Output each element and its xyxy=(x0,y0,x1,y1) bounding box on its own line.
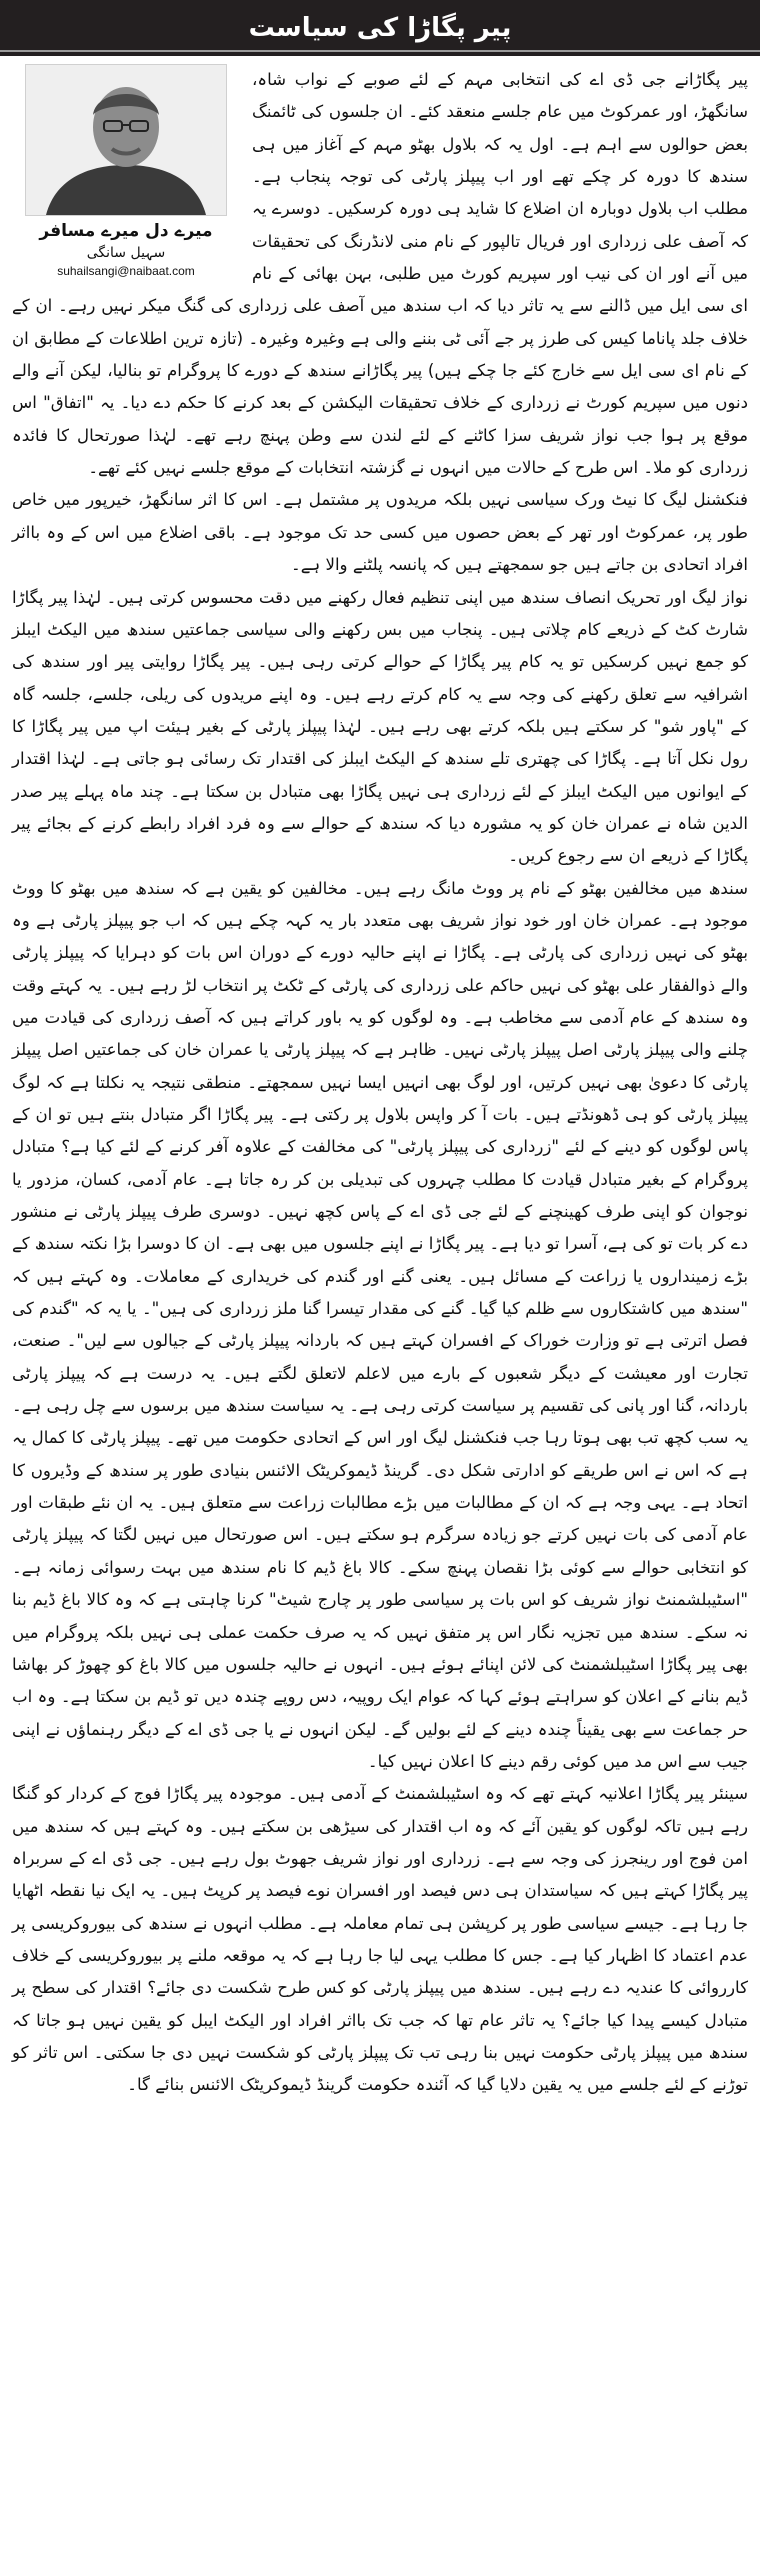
byline-box xyxy=(12,64,240,276)
paragraph: نواز لیگ اور تحریک انصاف سندھ میں اپنی تنظیم فعال رکھنے میں دقت محسوس کرتی ہیں۔ لہٰذا پیر پگاڑا شارٹ کٹ کے ذریعے کام چلاتی ہیں۔ پنجاب میں بس رکھنے والی سیاسی جماعتیں سندھ میں الیکٹ ایبلز کو جمع نہیں کرسکیں تو یہ کام پیر پگاڑا کے حوالے کرتی رہی ہیں۔ پیر پگاڑا روایتی پیر اور سندھ کی اشرافیہ سے تعلق رکھنے کی وجہ سے یہ کام کرتے رہے ہیں۔ وہ اپنے مریدوں کی ریلی، جلسے، جلسہ گاہ کے "پاور شو" کر سکتے ہیں بلکہ کرتے بھی رہے ہیں۔ لہٰذا پیپلز پارٹی کے بغیر ہیئت اپ میں پیر پگاڑا کا رول نکل آتا ہے۔ پگاڑا کی چھتری تلے سندھ کے الیکٹ ایبلز کی اقتدار تک رسائی ہو جاتی ہے۔ لہٰذا اقتدار کے ایوانوں میں الیکٹ ایبلز کے لئے زرداری ہی نہیں پگاڑا بھی متبادل بن سکتا ہے۔ چند ماہ پہلے پیر صدر الدین شاہ نے عمران خان کو یہ مشورہ دیا کہ سندھ کے حوالے سے وہ فرد افراد رابطے کرنے کے بجائے پیر پگاڑا کے ذریعے ان سے رجوع کریں۔ xyxy=(12,587,748,866)
author-portrait-illustration xyxy=(26,65,226,215)
author-photo xyxy=(25,64,227,216)
column-name: میرے دل میرے مسافر xyxy=(39,221,213,241)
paragraph: پیر پگاڑانے جی ڈی اے کی انتخابی مہم کے لئے صوبے کے نواب شاہ، سانگھڑ، اور عمرکوٹ میں عام جلسے منعقد کئے۔ ان جلسوں کی ٹائمنگ بعض حوالوں سے اہم ہے۔ اول یہ کہ بلاول بھٹو مہم کے آغاز میں ہی سندھ کا دورہ کر چکے تھے اور اب پیپلز پارٹی کی توجہ پنجاب ہے۔ مطلب اب بلاول دوبارہ ان اضلاع کا شاید ہی دورہ کرسکیں۔ دوسرے یہ کہ آصف علی زرداری اور فریال تالپور کے نام منی لانڈرنگ کی تحقیقات میں آنے اور ان کی نیب اور سپریم کورٹ میں طلبی، بہن بھائی کے نام ای سی ایل میں ڈالنے سے یہ تاثر دیا کہ اب سندھ میں آصف علی زرداری کی گنگ میکر نہیں رہے۔ ان کے خلاف جلد پاناما کیس کی طرز پر جے آئی ٹی بننے والی ہے وغیرہ وغیرہ۔ (تازہ ترین اطلاعات کے مطابق ان کے نام ای سی ایل سے خارج کئے جا چکے ہیں) پیر پگاڑانے سندھ کے دورے کا پروگرام تو بنالیا، لیکن آنے والے دنوں میں سپریم کورٹ نے زرداری کے خلاف تحقیقات الیکشن کے بعد کرنے کا حکم دے دیا۔ یہ "اتفاق" اس موقع پر ہوا جب نواز شریف سزا کاٹنے کے لئے لندن سے وطن پہنچ رہے تھے۔ لہٰذا صورتحال کا فائدہ زرداری کو ملا۔ اس طرح کے حالات میں انہوں نے گزشتہ انتخابات کے موقع جلسے نہیں کئے تھے۔ xyxy=(12,70,748,478)
paragraph: فنکشنل لیگ کا نیٹ ورک سیاسی نہیں بلکہ مریدوں پر مشتمل ہے۔ اس کا اثر سانگھڑ، خیرپور میں خاص طور پر، عمرکوٹ اور تھر کے بعض حصوں میں کسی حد تک موجود ہے۔ باقی اضلاع میں اس کے وہ بااثر افراد اتحادی بن جاتے ہیں جو سمجھتے ہیں کہ پانسہ پلٹنے والا ہے۔ xyxy=(12,490,748,575)
paragraph: سینئر پیر پگاڑا اعلانیہ کہتے تھے کہ وہ اسٹیبلشمنٹ کے آدمی ہیں۔ موجودہ پیر پگاڑا فوج کے کردار کو گنگا رہے ہیں تاکہ لوگوں کو یقین آئے کہ وہ اب اقتدار کی سیڑھی بن سکتے ہیں۔ وہ کہتے ہیں کہ سندھ میں امن فوج اور رینجرز کی وجہ سے ہے۔ زرداری اور نواز شریف جھوٹ بول رہے ہیں۔ جی ڈی اے کے سربراہ پیر پگاڑا کہتے ہیں کہ سیاستدان ہی دس فیصد اور افسران نوے فیصد پر کرپٹ ہیں۔ یہ ایک نیا نقطہ اٹھایا جا رہا ہے۔ جیسے سیاسی طور پر کرپشن ہی تمام معاملہ ہے۔ مطلب انہوں نے سندھ کی بیوروکریسی پر عدم اعتماد کا اظہار کیا ہے۔ جس کا مطلب یہی لیا جا رہا ہے کہ یہ موقعہ ملنے پر بیوروکریسی کے خلاف کارروائی کا عندیہ دے رہے ہیں۔ سندھ میں پیپلز پارٹی کو کس طرح شکست دی جائے؟ اقتدار کی سطح پر متبادل کیسے پیدا کیا جائے؟ یہ تاثر عام تھا کہ جب تک بااثر افراد اور الیکٹ ایبل کو یقین نہیں ہو جاتا کہ سندھ میں پیپلز پارٹی حکومت نہیں بنا رہی تب تک پیپلز پارٹی کو شکست نہیں دی جا سکتی۔ اس تاثر کو توڑنے کے لئے جلسے میں یہ یقین دلایا گیا کہ آئندہ حکومت گرینڈ ڈیموکریٹک الائنس بنائے گا۔ xyxy=(12,1784,748,2095)
article-body xyxy=(12,64,748,2544)
author-name: سہیل سانگی xyxy=(86,245,166,261)
title-bar xyxy=(0,0,760,56)
author-email: suhailsangi@naibaat.com xyxy=(57,264,195,278)
title-underline xyxy=(0,50,760,52)
paragraph: سندھ میں مخالفین بھٹو کے نام پر ووٹ مانگ رہے ہیں۔ مخالفین کو یقین ہے کہ سندھ میں بھٹو کا ووٹ موجود ہے۔ عمران خان اور خود نواز شریف بھی متعدد بار یہ کہہ چکے ہیں کہ اب جو پیپلز پارٹی ہے وہ بھٹو کی نہیں زرداری کی پارٹی ہے۔ پگاڑا نے اپنے حالیہ دورے کے دوران اس بات کو دہرایا کہ پیپلز پارٹی والے ذوالفقار علی بھٹو کی نہیں حاکم علی زرداری کی پارٹی کے ٹکٹ پر انتخاب لڑ رہے ہیں۔ یہ کہتے وقت وہ سندھ کے عام آدمی سے مخاطب ہے۔ وہ لوگوں کو یہ باور کراتے ہیں کہ آصف زرداری کی قیادت میں چلنے والی پیپلز پارٹی اصل پیپلز پارٹی نہیں۔ ظاہر ہے کہ پیپلز پارٹی یا عمران خان کی جماعتیں اصل پیپلز پارٹی کا دعویٰ بھی نہیں کرتیں، اور لوگ بھی انہیں ایسا نہیں سمجھتے۔ منطقی نتیجہ یہ نکلتا ہے کہ لوگ پیپلز پارٹی کو ہی ڈھونڈتے ہیں۔ بات آ کر واپس بلاول پر رکتی ہے۔ پیر پگاڑا اگر متبادل بنتے ہیں تو ان کے پاس لوگوں کو دینے کے لئے "زرداری کی پیپلز پارٹی" کی مخالفت کے علاوہ آفر کرنے کے لئے کیا ہے؟ متبادل پروگرام کے بغیر متبادل قیادت کا مطلب چہروں کی تبدیلی بن کر رہ جاتا ہے۔ عام آدمی، کسان، مزدور یا نوجوان کو اپنی طرف کھینچنے کے لئے جی ڈی اے کے پاس کچھ نہیں۔ دوسری طرف پیپلز پارٹی نے منشور دے کر بات تو کی ہے، آسرا تو دیا ہے۔ پیر پگاڑا نے اپنے جلسوں میں بھی ہے۔ ان کا دوسرا بڑا نکتہ سندھ کے بڑے زمینداروں یا زراعت کے مسائل ہیں۔ یعنی گنے اور گندم کی خریداری کے معاملات۔ وہ کہتے ہیں کہ "سندھ میں کاشتکاروں سے ظلم کیا گیا۔ گنے کی مقدار تیسرا گنا ملز زرداری کی ہیں"۔ یا یہ کہ "گندم کی فصل اترتی ہے تو وزارت خوراک کے افسران کہتے ہیں کہ باردانہ پیپلز پارٹی کے جیالوں سے لیں"۔ صنعت، تجارت اور معیشت کے دیگر شعبوں کے بارے میں لاعلم لاتعلق لگتے ہیں۔ یہ درست ہے کہ پیپلز پارٹی باردانہ، گنا اور پانی کی تقسیم پر سیاست کرتی رہی ہے۔ یہ سیاست سندھ میں برسوں سے چل رہی ہے۔ یہ سب کچھ تب بھی ہوتا رہا جب فنکشنل لیگ اور اس کے اتحادی حکومت میں تھے۔ پیپلز پارٹی کا کمال یہ ہے کہ اس نے اس طریقے کو ادارتی شکل دی۔ گرینڈ ڈیموکریٹک الائنس بنیادی طور پر سندھ کے وڈیروں کا اتحاد ہے۔ یہی وجہ ہے کہ ان کے مطالبات میں بڑے مطالبات زراعت سے متعلق ہیں۔ یہ ان نئے طبقات اور عام آدمی کی بات نہیں کرتے جو زیادہ سرگرم ہو سکتے ہیں۔ اس صورتحال میں نہیں لگتا کہ پیپلز پارٹی کو انتخابی حوالے سے کوئی بڑا نقصان پہنچ سکے۔ کالا باغ ڈیم کا نام سندھ میں بہت رسوائی زمانہ ہے۔ "اسٹیبلشمنٹ نواز شریف کو اس بات پر سیاسی طور پر چارج شیٹ" کرنا چاہتی ہے کہ وہ کالا باغ ڈیم بنا نہ سکے۔ سندھ میں تجزیہ نگار اس پر متفق نہیں کہ یہ صرف حکمت عملی ہی نہیں بلکہ پروگرام میں بھی پیر پگاڑا اسٹیبلشمنٹ کی لائن اپنائے ہوئے ہیں۔ انہوں نے حالیہ جلسوں میں کالا باغ کو چھوڑ کر بھاشا ڈیم بنانے کے اعلان کو سراہتے ہوئے کہا کہ عوام ایک روپیہ، دس روپے چندہ دیں تو ڈیم بن سکتا ہے۔ وہ اب حر جماعت سے بھی یقیناً چندہ دینے کے لئے بولیں گے۔ لیکن انہوں نے یا جی ڈی اے کے دیگر رہنماؤں نے اپنی جیب سے اس مد میں کوئی رقم دینے کا اعلان نہیں کیا۔ xyxy=(12,878,748,1771)
page-title: پیر پگاڑا کی سیاست xyxy=(248,13,512,43)
